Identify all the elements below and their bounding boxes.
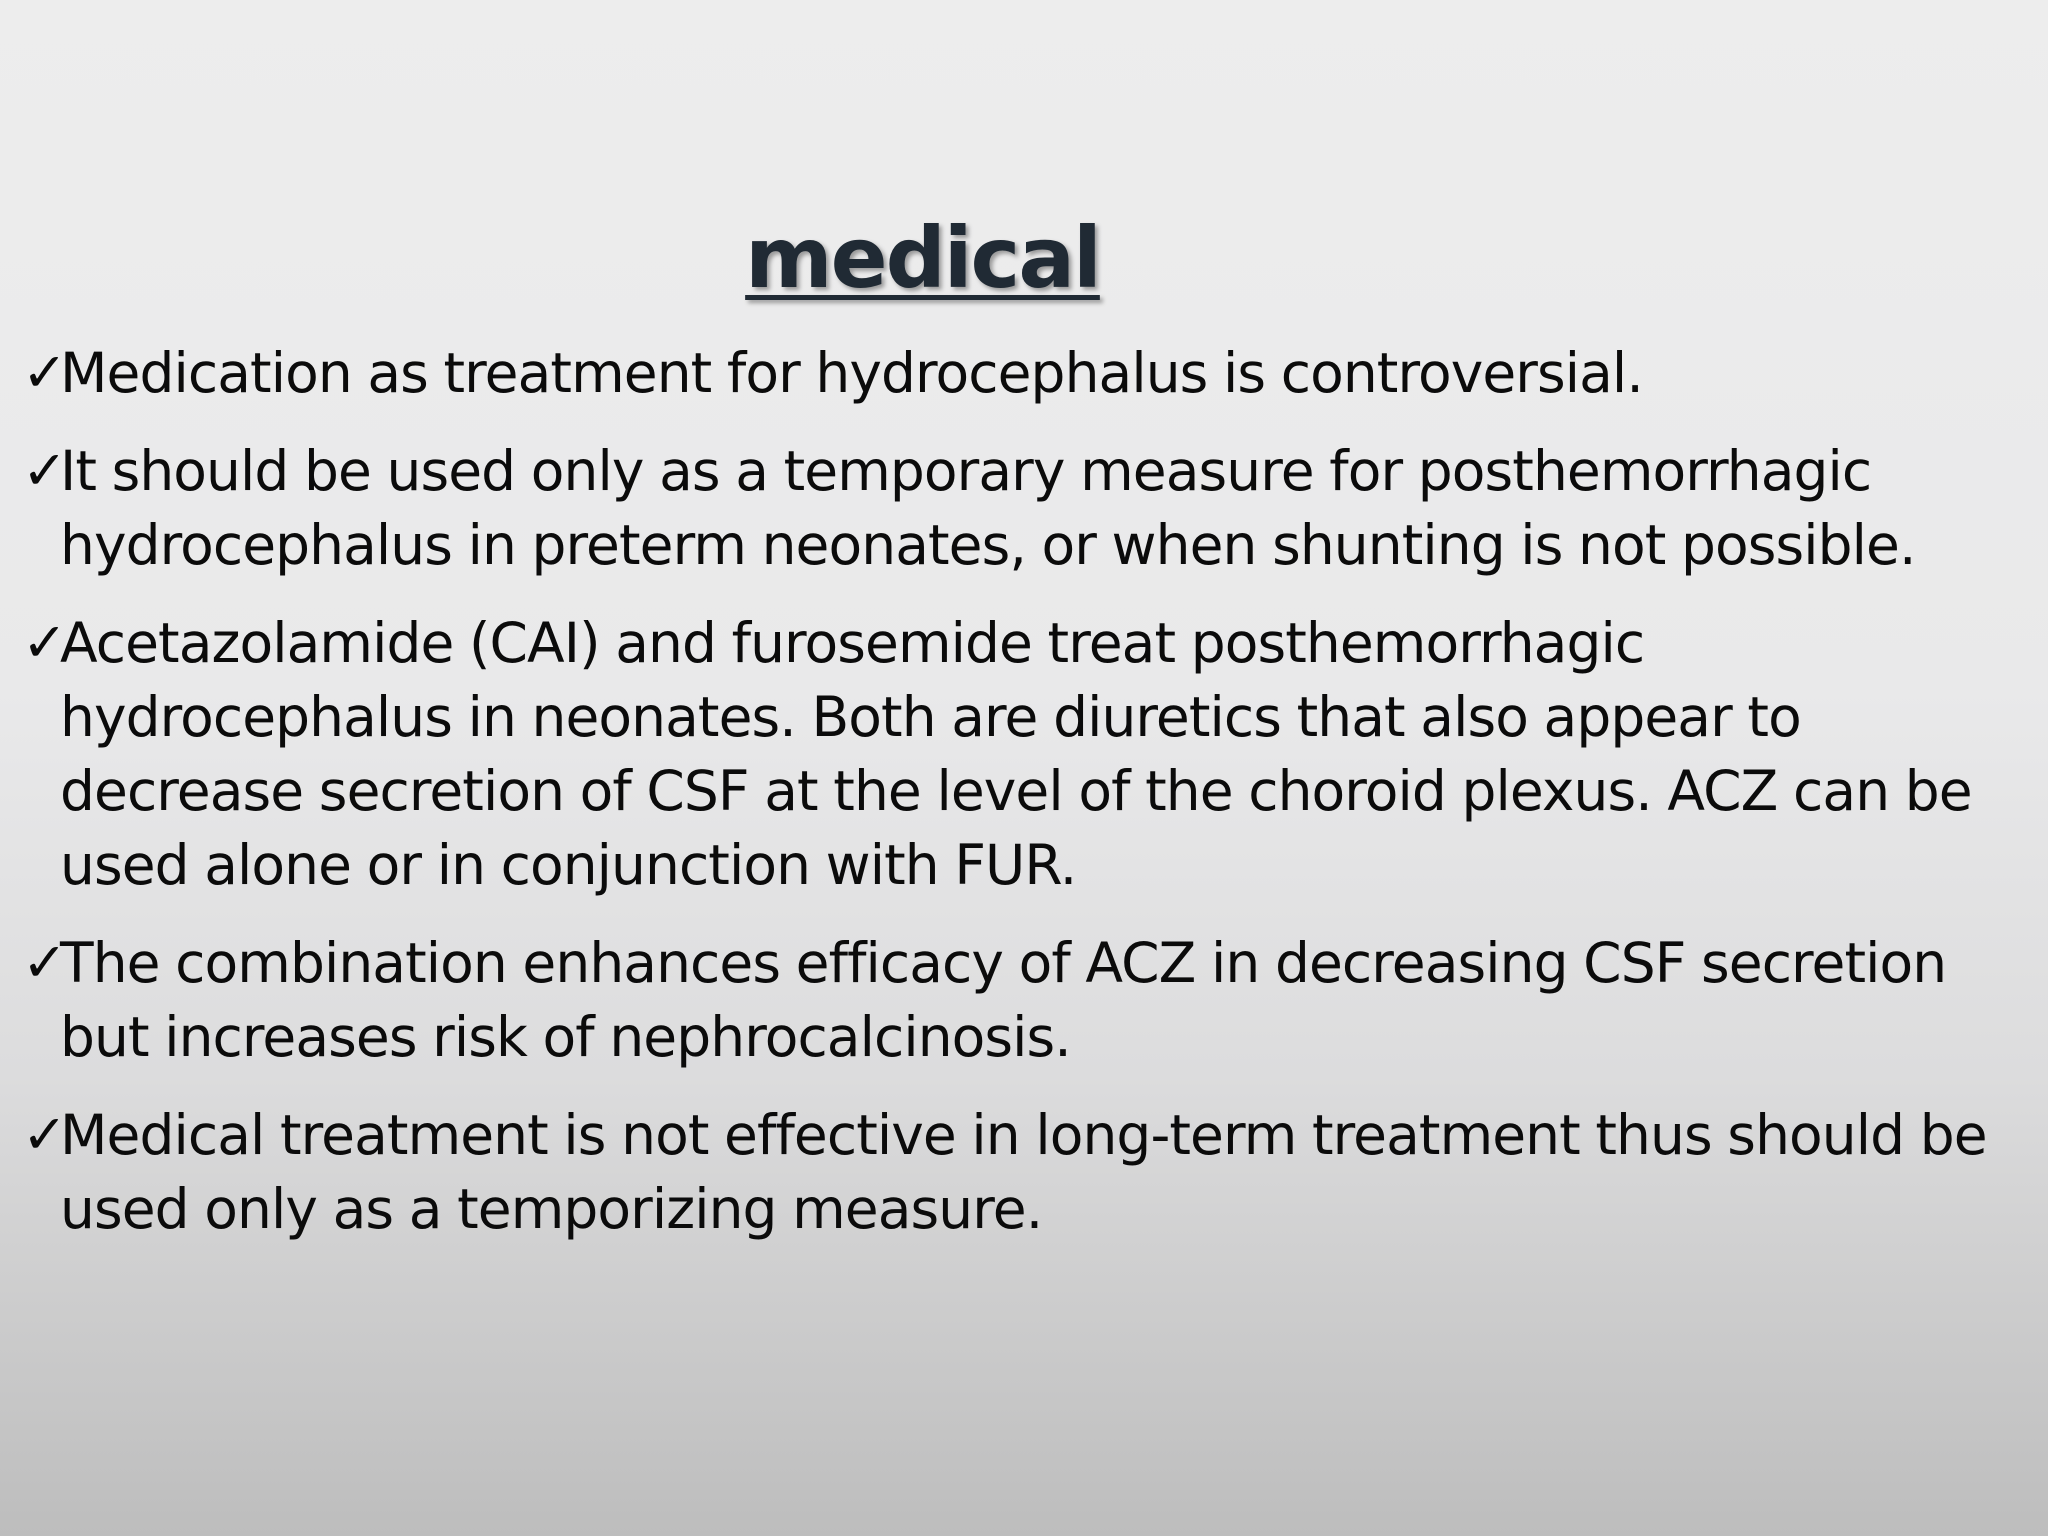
checkmark-icon: ✓ (22, 611, 67, 674)
bullet-item (22, 606, 2032, 902)
bullet-item (22, 926, 2032, 1074)
bullet-item (22, 1098, 2032, 1246)
bullet-item (22, 336, 2032, 410)
checkmark-icon: ✓ (22, 341, 67, 404)
bullet-item (22, 434, 2032, 582)
bullet-text: Medication as treatment for hydrocephalus is controversial. (60, 341, 1643, 405)
bullet-list (22, 336, 2032, 1270)
bullet-text: It should be used only as a temporary measure for posthemorrhagic hydrocephalus in preterm neonates, or when shunting is not possible. (60, 439, 1916, 577)
bullet-text: Medical treatment is not effective in long-term treatment thus should be used only as a temporizing measure. (60, 1103, 1987, 1241)
checkmark-icon: ✓ (22, 439, 67, 502)
bullet-text: Acetazolamide (CAI) and furosemide treat posthemorrhagic hydrocephalus in neonates. Both are diuretics that also appear to decrease secretion of CSF at the level of the choroid plexus. ACZ can be used alone or in conjunction with FUR. (60, 611, 1972, 897)
slide-title: medical (745, 209, 1100, 307)
checkmark-icon: ✓ (22, 1103, 67, 1166)
bullet-text: The combination enhances efficacy of ACZ in decreasing CSF secretion but increases risk of nephrocalcinosis. (60, 931, 1947, 1069)
checkmark-icon: ✓ (22, 931, 67, 994)
